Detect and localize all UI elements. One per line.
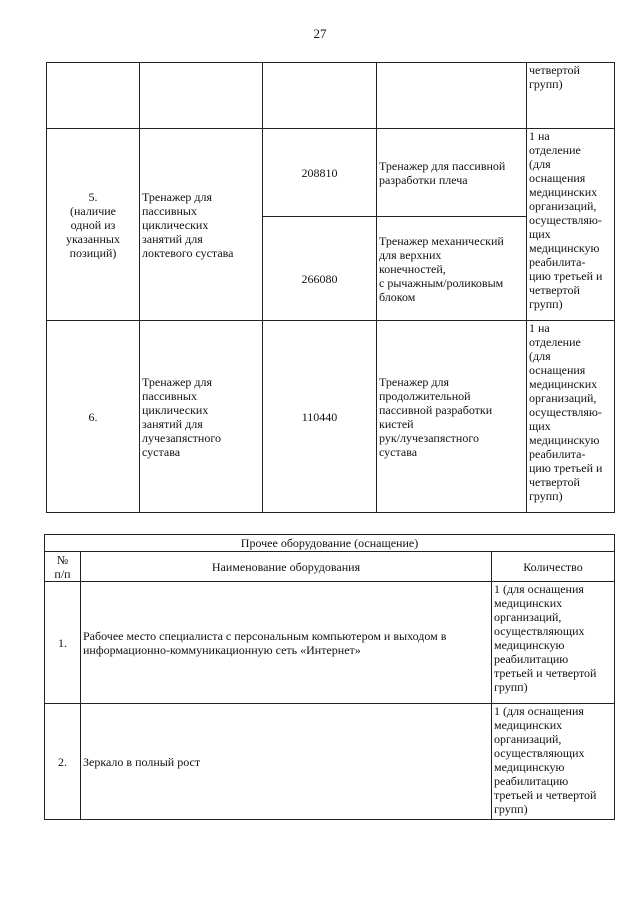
table-cell [140,63,263,129]
row-number: 1. [45,582,81,704]
equipment-name: Тренажер для пассивных циклических занятий для лучезапястного сустава [140,321,263,513]
quantity-cell: 1 на отделение (для оснащения медицинских организаций, осуществляю- щих медицинскую реабилита- цию третьей и четвертой групп) [527,129,615,321]
table-row [45,582,615,704]
table-row [45,704,615,820]
column-header-quantity: Количество [492,552,615,582]
row-number: 2. [45,704,81,820]
table-title-row [45,535,615,552]
equipment-description: Тренажер механический для верхних конечностей, с рычажным/роликовым блоком [377,217,527,321]
nomenclature-code: 266080 [263,217,377,321]
equipment-name: Зеркало в полный рост [81,704,492,820]
equipment-description: Тренажер для продолжительной пассивной разработки кистей рук/лучезапястного сустава [377,321,527,513]
table-cell [377,63,527,129]
table-header-row [45,552,615,582]
equipment-description: Тренажер для пассивной разработки плеча [377,129,527,217]
equipment-table [46,62,615,513]
quantity-cell: четвертой групп) [527,63,615,129]
quantity-cell: 1 (для оснащения медицинских организаций, осуществляющих медицинскую реабилитацию третьей и четвертой групп) [492,704,615,820]
equipment-name: Тренажер для пассивных циклических занятий для локтевого сустава [140,129,263,321]
table-cell [47,63,140,129]
item-number: 5. (наличие одной из указанных позиций) [47,129,140,321]
table-row [47,321,615,513]
column-header-name: Наименование оборудования [81,552,492,582]
item-number: 6. [47,321,140,513]
quantity-cell: 1 (для оснащения медицинских организаций, осуществляющих медицинскую реабилитацию третьей и четвертой групп) [492,582,615,704]
other-equipment-table [44,534,615,820]
table-cell [263,63,377,129]
table-title: Прочее оборудование (оснащение) [45,535,615,552]
nomenclature-code: 208810 [263,129,377,217]
page-number: 27 [313,26,327,41]
table-row [47,63,615,129]
column-header-number: № п/п [45,552,81,582]
quantity-cell: 1 на отделение (для оснащения медицинских организаций, осуществляю- щих медицинскую реабилита- цию третьей и четвертой групп) [527,321,615,513]
equipment-name: Рабочее место специалиста с персональным компьютером и выходом в информационно-коммуникационную сеть «Интернет» [81,582,492,704]
nomenclature-code: 110440 [263,321,377,513]
table-row [47,129,615,217]
